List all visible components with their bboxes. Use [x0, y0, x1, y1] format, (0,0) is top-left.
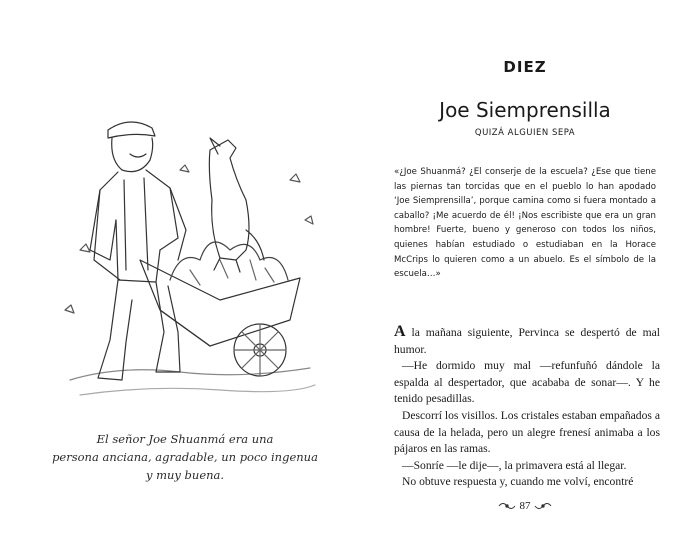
- ornament-left-icon: [497, 501, 517, 511]
- illustration-caption: [40, 430, 330, 484]
- paragraph: [394, 324, 660, 358]
- chapter-number: DIEZ: [503, 58, 547, 76]
- caption-line: El señor Joe Shuanmá era una: [96, 432, 274, 446]
- caption-line: y muy buena.: [145, 468, 225, 482]
- illustration-man-with-wheelbarrow-and-dog: [60, 110, 325, 410]
- paragraph: Descorrí los visillos. Los cristales estaban empañados a causa de la helada, pero un alegre frenesí animaba a los pájaros en las ramas.: [394, 408, 660, 456]
- chapter-epigraph: «¿Joe Shuanmá? ¿El conserje de la escuela? ¿Ese que tiene las piernas tan torcidas que en el pueblo lo han apodado ‘Joe Siemprensilla’, porque camina como si fuera montado a caballo? ¡Me acuerdo de él! ¡Nos escribiste que era un gran hombre! Fuerte, bueno y generoso con todos los niños, quienes habían estudiado o estudiaban en la Horace McCrips lo quieren como a un abuelo. Es el símbolo de la escuela…»: [394, 167, 656, 280]
- paragraph: —He dormido muy mal —refunfuñó dándole la espalda al despertador, que acababa de sonar—. Y he tenido pesadillas.: [394, 359, 660, 406]
- caption-line: persona anciana, agradable, un poco ingenua: [52, 450, 318, 464]
- paragraph-text: la mañana siguiente, Pervinca se despertó de mal humor.: [394, 326, 660, 356]
- body-text: [394, 324, 660, 491]
- paragraph: —Sonríe —le dije—, la primavera está al llegar.: [402, 458, 627, 472]
- ornament-right-icon: [533, 501, 553, 511]
- right-page: [350, 0, 700, 539]
- chapter-title: Joe Siemprensilla: [439, 98, 611, 122]
- page-footer: [350, 500, 700, 512]
- paragraph: No obtuve respuesta y, cuando me volví, encontré: [402, 475, 634, 489]
- drop-cap: A: [394, 323, 406, 340]
- page-number: 87: [519, 500, 531, 512]
- chapter-subtitle: QUIZÁ ALGUIEN SEPA: [474, 128, 576, 138]
